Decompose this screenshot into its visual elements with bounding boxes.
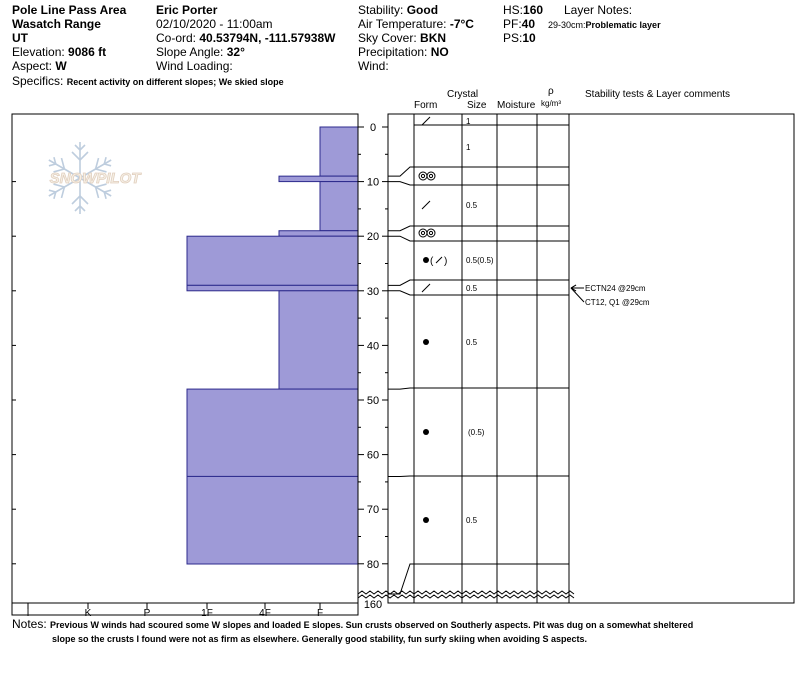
axis-break <box>358 591 574 594</box>
grain-form-surface-hoar <box>419 229 427 237</box>
grain-form-faceted <box>422 117 430 125</box>
slope-angle: Slope Angle: 32° <box>156 45 245 59</box>
hardness-bar <box>320 127 358 176</box>
grain-size: 0.5 <box>466 516 478 525</box>
layer-connector <box>388 280 414 285</box>
sky-cover: Sky Cover: BKN <box>358 31 447 45</box>
depth-tick-label: 30 <box>366 285 380 298</box>
hardness-bar <box>320 182 358 231</box>
air-temperature: Air Temperature: -7°C <box>358 17 474 31</box>
stability-test: CT12, Q1 @29cm <box>585 298 650 307</box>
depth-tick-label: 50 <box>366 395 380 407</box>
grain-form-faceted <box>422 201 430 209</box>
hardness-bar <box>279 231 358 236</box>
grain-form-surface-hoar <box>421 174 424 177</box>
hardness-bar <box>187 389 358 476</box>
grain-form-rounded <box>423 517 429 523</box>
size-header: Size <box>467 100 487 111</box>
grain-size: (0.5) <box>468 428 485 437</box>
grain-form-surface-hoar <box>419 172 427 180</box>
state: UT <box>12 31 28 45</box>
grain-size: 1 <box>466 117 471 126</box>
pf: PF:40 <box>503 17 536 31</box>
wind: Wind: <box>358 59 389 73</box>
grain-size: 0.5 <box>466 338 478 347</box>
grain-form-surface-hoar <box>421 231 424 234</box>
observer-name: Eric Porter <box>156 3 218 17</box>
hardness-bar <box>187 285 358 290</box>
hardness-bar <box>187 236 358 285</box>
grain-form-surface-hoar <box>429 231 432 234</box>
ps: PS:10 <box>503 31 536 45</box>
depth-tick-label: 0 <box>369 122 377 134</box>
layer-connector <box>388 291 414 295</box>
test-leader <box>571 288 584 302</box>
grain-size: 0.5(0.5) <box>466 256 494 265</box>
rho-header: ρ <box>548 86 554 97</box>
stability: Stability: Good <box>358 3 439 17</box>
range-name: Wasatch Range <box>12 17 101 31</box>
grain-size: 0.5 <box>466 284 478 293</box>
hardness-tick-label: I <box>26 608 30 619</box>
axis-break <box>358 595 574 598</box>
hardness-bar <box>279 176 358 181</box>
moisture-header: Moisture <box>497 100 536 111</box>
date-time: 02/10/2020 - 11:00am <box>156 17 273 31</box>
layer-table-frame <box>388 114 794 603</box>
snowpilot-logo <box>45 142 142 214</box>
hardness-tick-label: P <box>143 608 151 619</box>
crystal-header: Crystal <box>447 89 479 100</box>
hardness-tick-label: K <box>84 608 92 619</box>
layer-connector <box>388 236 414 241</box>
grain-form-secondary: ) <box>444 256 448 267</box>
grain-form-surface-hoar <box>427 172 435 180</box>
precipitation: Precipitation: NO <box>358 45 449 59</box>
grain-form-surface-hoar <box>427 229 435 237</box>
hs: HS:160 <box>503 3 544 17</box>
comments-header: Stability tests & Layer comments <box>585 89 731 100</box>
notes-line-2: slope so the crusts I found were not as firm as elsewhere. Generally good stability, fun surfy skiing when avoiding S aspects. <box>52 634 587 644</box>
hardness-tick-label: 1F <box>201 608 213 619</box>
depth-tick-label: 160 <box>363 599 383 611</box>
depth-tick-label: 70 <box>366 504 380 517</box>
hardness-tick-label: F <box>316 608 324 619</box>
layer-connector <box>388 564 414 594</box>
layer-connector <box>388 182 414 185</box>
grain-form-faceted <box>422 284 430 292</box>
wind-loading: Wind Loading: <box>156 59 233 73</box>
layer-notes-label: Layer Notes: <box>564 3 633 17</box>
grain-form-rounded <box>423 429 429 435</box>
depth-tick-label: 10 <box>366 176 380 189</box>
grain-form-rounded <box>423 339 429 345</box>
elevation: Elevation: 9086 ft <box>12 45 107 59</box>
hardness-axis-frame <box>12 603 358 615</box>
grain-form-rounded <box>423 257 429 263</box>
depth-tick-label: 60 <box>366 449 380 462</box>
layer-note: 29-30cm:Problematic layer <box>548 20 661 30</box>
depth-tick-label: 20 <box>366 231 380 244</box>
coordinates: Co-ord: 40.53794N, -111.57938W <box>156 31 336 45</box>
grain-size: 0.5 <box>466 201 478 210</box>
grain-form-secondary: ( <box>430 256 434 267</box>
aspect: Aspect: W <box>12 59 67 73</box>
notes: Notes: Previous W winds had scoured some W slopes and loaded E slopes. Sun crusts observed on Southerly aspects. Pit was dug on a somewhat sheltered <box>12 617 694 631</box>
location-name: Pole Line Pass Area <box>12 3 127 17</box>
layer-connector <box>388 167 414 176</box>
specifics: Specifics: Recent activity on different slopes; We skied slope <box>12 74 284 88</box>
depth-tick-label: 40 <box>366 340 380 353</box>
layer-connector <box>388 226 414 231</box>
grain-size: 1 <box>466 143 471 152</box>
logo-text: SNOWPILOT <box>49 170 141 187</box>
density-unit: kg/m³ <box>541 99 561 108</box>
form-header: Form <box>414 100 438 111</box>
grain-form-surface-hoar <box>429 174 432 177</box>
hardness-bar <box>279 291 358 389</box>
grain-form-faceted <box>436 257 442 263</box>
depth-tick-label: 80 <box>366 558 380 571</box>
hardness-bar <box>187 476 358 564</box>
layer-connector <box>388 388 414 389</box>
hardness-tick-label: 4F <box>259 608 271 619</box>
stability-test: ECTN24 @29cm <box>585 284 646 293</box>
